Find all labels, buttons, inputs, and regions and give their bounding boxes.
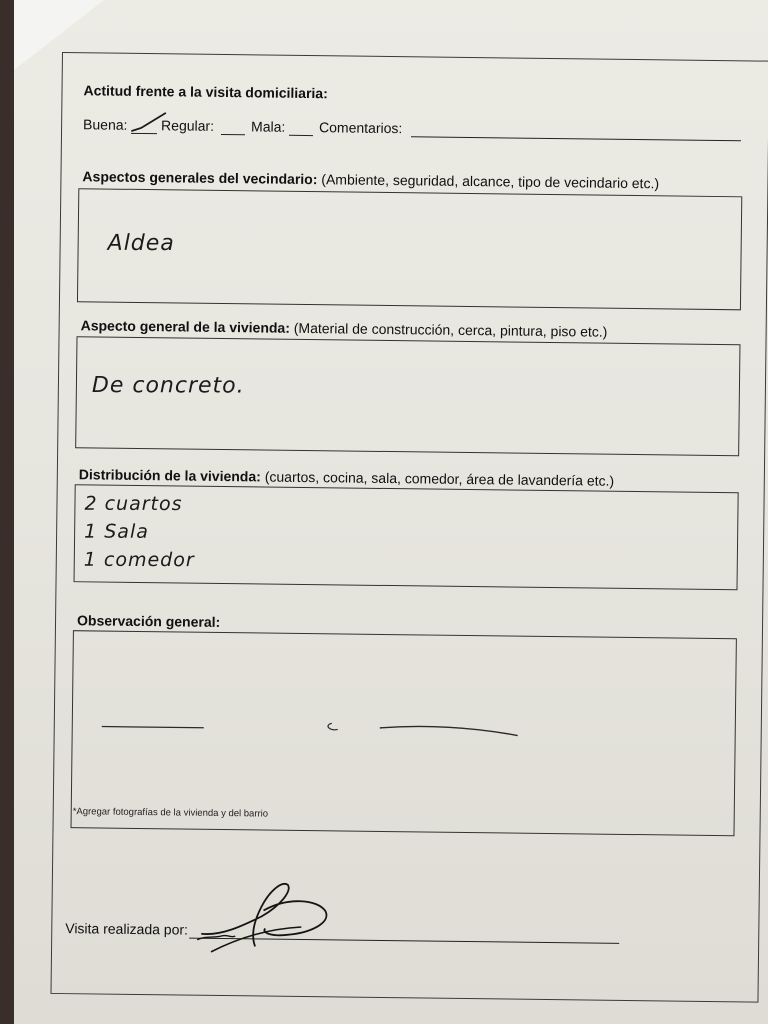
buena-label: Buena: — [83, 116, 128, 133]
distribution-hint: (cuartos, cocina, sala, comedor, área de lavandería etc.) — [264, 468, 615, 489]
regular-label: Regular: — [161, 117, 215, 134]
distribution-line-1: 2 cuartos — [84, 492, 183, 516]
distribution-line-3: 1 comedor — [83, 548, 195, 572]
photo-note: *Agregar fotografías de la vivienda y del barrio — [72, 806, 269, 820]
housing-hint: (Material de construcción, cerca, pintura, piso etc.) — [293, 319, 608, 340]
neighborhood-value: Aldea — [107, 230, 175, 257]
housing-value: De concreto. — [91, 373, 245, 399]
distribution-line-2: 1 Sala — [84, 520, 149, 543]
visit-by-label: Visita realizada por: — [65, 920, 189, 938]
neighborhood-box[interactable] — [77, 188, 742, 310]
home-visit-form — [50, 52, 768, 1003]
signature-mark — [191, 876, 352, 958]
neighborhood-hint: (Ambiente, seguridad, alcance, tipo de vecindario etc.) — [321, 171, 660, 192]
neighborhood-title: Aspectos generales del vecindario: (Ambiente, seguridad, alcance, tipo de vecindario etc.) — [82, 168, 660, 192]
paper-sheet — [14, 0, 768, 1024]
observation-strike-lines — [94, 712, 534, 747]
comentarios-label: Comentarios: — [319, 119, 403, 137]
mala-label: Mala: — [251, 118, 286, 135]
distribution-title: Distribución de la vivienda: (cuartos, cocina, sala, comedor, área de lavandería etc.) — [78, 466, 615, 489]
observation-title: Observación general: — [76, 612, 221, 630]
housing-title: Aspecto general de la vivienda: (Material de construcción, cerca, pintura, piso etc.) — [80, 317, 608, 340]
attitude-title: Actitud frente a la visita domiciliaria: — [83, 82, 328, 102]
